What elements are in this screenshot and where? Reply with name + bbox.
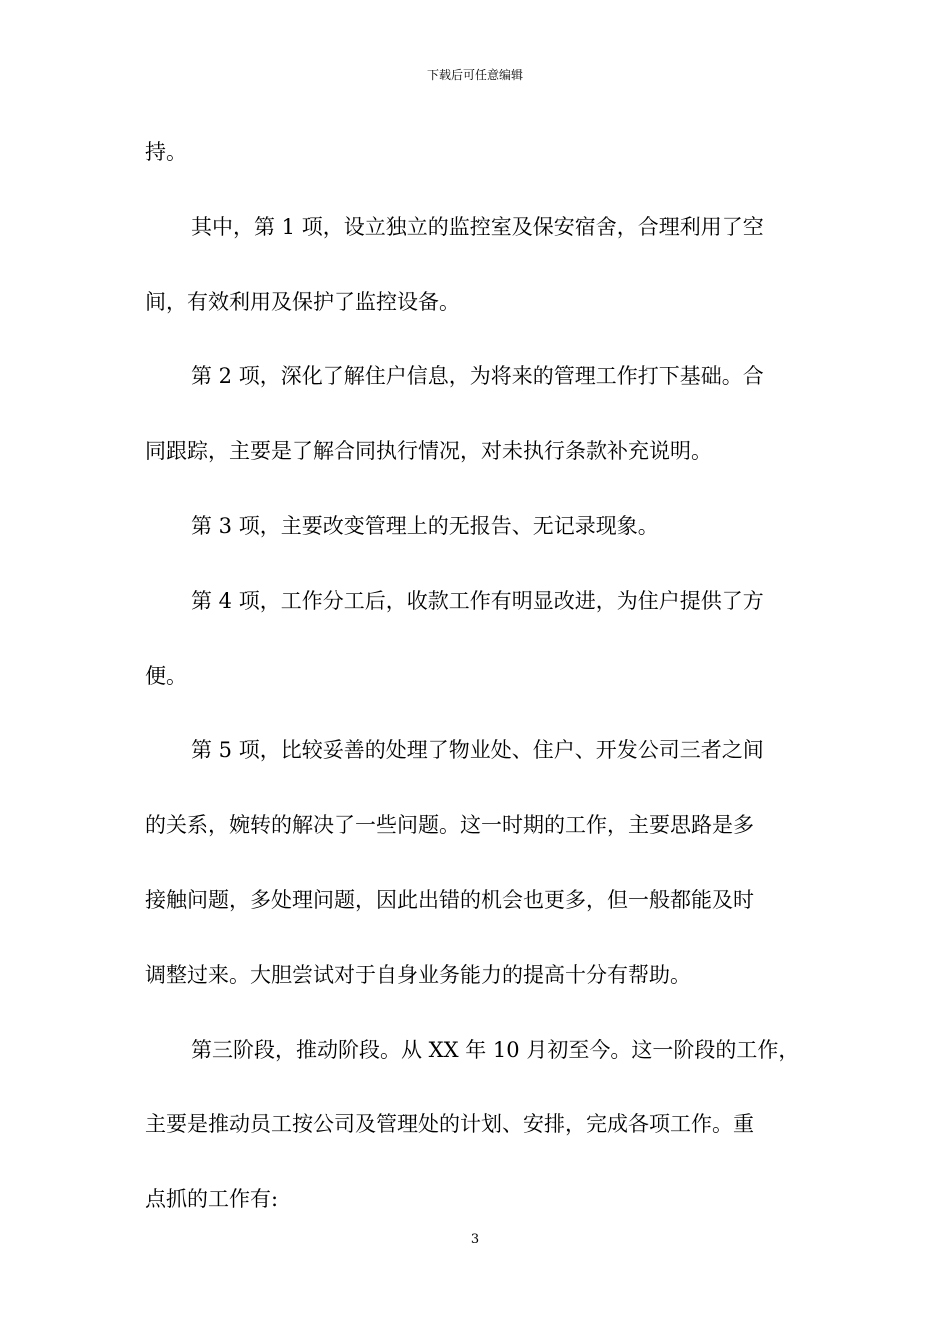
text-line: 其中，第 1 项，设立独立的监控室及保安宿舍，合理利用了空 [191, 214, 764, 239]
text-line: 主要是推动员工按公司及管理处的计划、安排，完成各项工作。重 [145, 1112, 754, 1137]
text-line: 第 3 项，主要改变管理上的无报告、无记录现象。 [191, 513, 659, 538]
text-line: 便。 [145, 663, 187, 688]
text-line: 第三阶段，推动阶段。从 XX 年 10 月初至今。这一阶段的工作， [191, 1037, 800, 1062]
text-line: 同跟踪，主要是了解合同执行情况，对未执行条款补充说明。 [145, 439, 712, 464]
text-line: 间，有效利用及保护了监控设备。 [145, 289, 460, 314]
text-line: 的关系，婉转的解决了一些问题。这一时期的工作，主要思路是多 [145, 813, 754, 838]
text-line: 持。 [145, 140, 187, 164]
document-body [145, 128, 809, 1250]
text-line: 接触问题，多处理问题，因此出错的机会也更多，但一般都能及时 [145, 887, 754, 912]
text-line: 点抓的工作有: [145, 1187, 279, 1212]
page-number: 3 [470, 1232, 480, 1247]
text-line: 第 4 项，工作分工后，收款工作有明显改进，为住户提供了方 [191, 588, 764, 613]
page-header: 下载后可任意编辑 [426, 68, 523, 82]
text-line: 第 2 项，深化了解住户信息，为将来的管理工作打下基础。合 [191, 364, 764, 389]
text-line: 调整过来。大胆尝试对于自身业务能力的提高十分有帮助。 [145, 962, 691, 987]
text-line: 第 5 项，比较妥善的处理了物业处、住户、开发公司三者之间 [191, 738, 764, 763]
